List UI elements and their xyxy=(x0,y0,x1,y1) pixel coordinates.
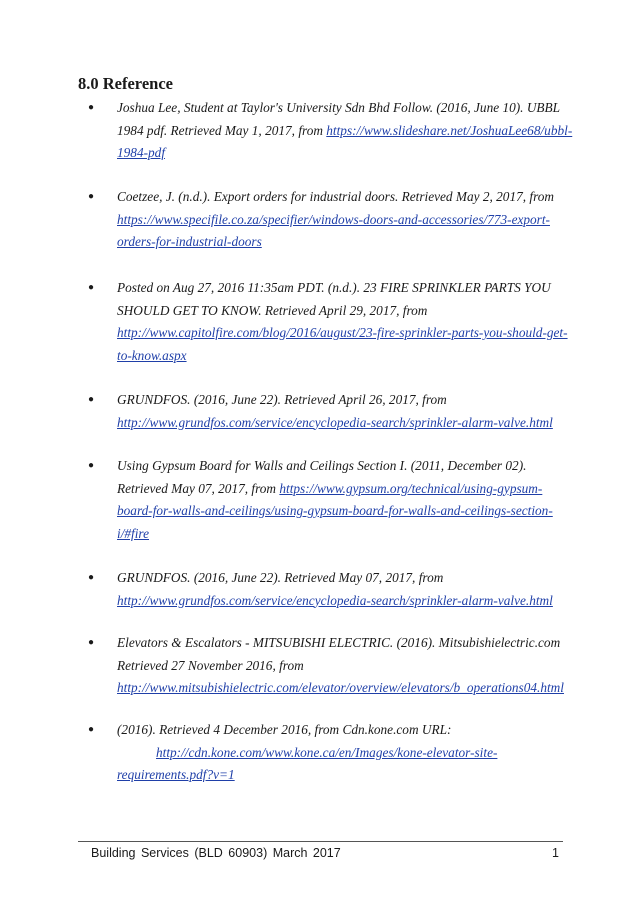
bullet-icon: ● xyxy=(88,282,95,293)
reference-link[interactable]: http://cdn.kone.com/www.kone.ca/en/Images/kone-elevator-site- xyxy=(156,744,498,760)
reference-link[interactable]: https://www.specifile.co.za/specifier/windows-doors-and-accessories/773-export- xyxy=(117,211,550,227)
reference-link[interactable]: https://www.slideshare.net/JoshuaLee68/ubbl- xyxy=(326,122,573,138)
footer-course-label: Building Services (BLD 60903) March 2017 xyxy=(91,846,341,860)
reference-line xyxy=(117,478,557,501)
reference-text xyxy=(117,97,573,165)
reference-line xyxy=(117,567,557,590)
reference-line-text: Elevators & Escalators - MITSUBISHI ELECTRIC. (2016). Mitsubishielectric.com xyxy=(117,635,561,650)
reference-link[interactable]: requirements.pdf?v=1 xyxy=(117,767,235,782)
reference-line xyxy=(117,719,557,742)
reference-line xyxy=(117,345,557,368)
reference-line-text: Retrieved 27 November 2016, from xyxy=(117,657,304,673)
reference-line xyxy=(117,209,557,232)
reference-text xyxy=(117,567,557,612)
reference-link[interactable]: https://www.gypsum.org/technical/using-gypsum- xyxy=(279,480,543,496)
reference-text xyxy=(117,389,557,434)
footer-page-number: 1 xyxy=(552,846,559,860)
reference-line xyxy=(117,764,557,787)
reference-line xyxy=(117,500,557,523)
reference-line xyxy=(117,277,557,300)
reference-link[interactable]: i/#fire xyxy=(117,525,150,541)
reference-text xyxy=(117,632,564,700)
reference-text xyxy=(117,186,557,254)
reference-text xyxy=(117,455,557,545)
reference-line xyxy=(117,300,557,323)
bullet-icon: ● xyxy=(88,102,95,113)
reference-link[interactable]: orders-for-industrial-doors xyxy=(117,234,262,249)
reference-line-text: Retrieved May 07, 2017, from xyxy=(117,480,280,496)
reference-line-text: Posted on Aug 27, 2016 11:35am PDT. (n.d.). 23 FIRE SPRINKLER PARTS YOU xyxy=(117,280,551,295)
reference-line xyxy=(117,677,564,700)
reference-line-text: 1984 pdf. Retrieved May 1, 2017, from xyxy=(117,122,327,138)
reference-line xyxy=(117,412,557,435)
bullet-icon: ● xyxy=(88,724,95,735)
bullet-icon: ● xyxy=(88,637,95,648)
reference-line xyxy=(117,742,557,765)
reference-text xyxy=(117,719,557,787)
reference-line-text: (2016). Retrieved 4 December 2016, from Cdn.kone.com URL: xyxy=(117,722,452,737)
reference-link[interactable]: 1984-pdf xyxy=(117,145,166,160)
section-heading: 8.0 Reference xyxy=(78,74,173,93)
reference-line xyxy=(117,455,557,478)
reference-line-text: GRUNDFOS. (2016, June 22). Retrieved April 26, 2017, from xyxy=(117,392,447,407)
reference-line-text: Joshua Lee, Student at Taylor's University Sdn Bhd Follow. (2016, June 10). UBBL xyxy=(117,100,561,115)
reference-line xyxy=(117,97,561,120)
reference-line-text: Using Gypsum Board for Walls and Ceilings Section I. (2011, December 02). xyxy=(117,458,527,473)
bullet-icon: ● xyxy=(88,572,95,583)
reference-line-text: Coetzee, J. (n.d.). Export orders for industrial doors. Retrieved May 2, 2017, from xyxy=(117,189,555,204)
reference-line xyxy=(117,120,573,143)
bullet-icon: ● xyxy=(88,394,95,405)
reference-link[interactable]: to-know.aspx xyxy=(117,347,187,363)
reference-line xyxy=(117,655,557,678)
reference-link[interactable]: http://www.grundfos.com/service/encyclopedia-search/sprinkler-alarm-valve.html xyxy=(117,414,553,430)
bullet-icon: ● xyxy=(88,191,95,202)
bullet-icon: ● xyxy=(88,460,95,471)
reference-line xyxy=(117,523,557,546)
reference-text xyxy=(117,277,568,367)
reference-link[interactable]: http://www.grundfos.com/service/encyclopedia-search/sprinkler-alarm-valve.html xyxy=(117,592,553,608)
reference-link[interactable]: board-for-walls-and-ceilings/using-gypsum-board-for-walls-and-ceilings-section- xyxy=(117,503,553,518)
reference-line xyxy=(117,590,557,613)
reference-link[interactable]: http://www.mitsubishielectric.com/elevator/overview/elevators/b_operations04.html xyxy=(117,680,564,695)
reference-link[interactable]: http://www.capitolfire.com/blog/2016/august/23-fire-sprinkler-parts-you-should-get- xyxy=(117,325,568,340)
reference-line xyxy=(117,231,557,254)
footer-divider xyxy=(78,841,563,842)
reference-line xyxy=(117,322,568,345)
reference-line xyxy=(117,186,557,209)
reference-line-text: GRUNDFOS. (2016, June 22). Retrieved May 07, 2017, from xyxy=(117,570,444,585)
reference-line xyxy=(117,142,557,165)
reference-line xyxy=(117,632,561,655)
reference-line xyxy=(117,389,557,412)
reference-line-text: SHOULD GET TO KNOW. Retrieved April 29, 2017, from xyxy=(117,302,428,318)
